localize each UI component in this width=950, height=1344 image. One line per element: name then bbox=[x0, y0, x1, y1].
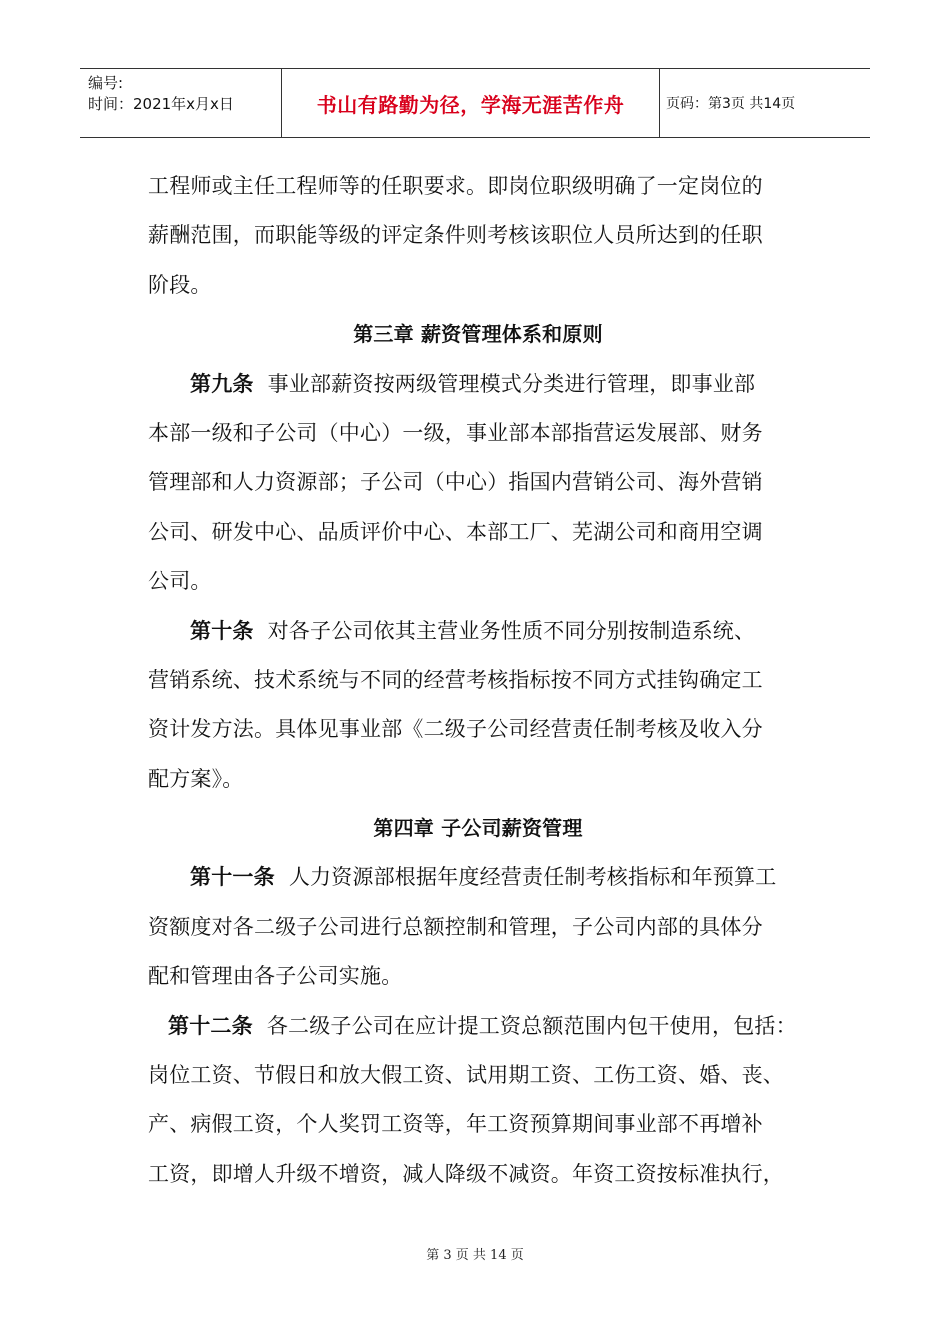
article-line bbox=[148, 853, 808, 902]
chapter-heading: 第三章 薪资管理体系和原则 bbox=[353, 322, 603, 347]
header-meta bbox=[80, 69, 282, 137]
paragraph-line: 工程师或主任工程师等的任职要求。即岗位职级明确了一定岗位的 bbox=[148, 174, 763, 198]
article-text: 事业部薪资按两级管理模式分类进行管理，即事业部 bbox=[267, 371, 756, 396]
chapter-heading: 第四章 子公司薪资管理 bbox=[373, 816, 583, 841]
paragraph-line: 公司、研发中心、品质评价中心、本部工厂、芜湖公司和商用空调 bbox=[148, 519, 763, 544]
paragraph-line: 管理部和人力资源部；子公司（中心）指国内营销公司、海外营销 bbox=[148, 470, 763, 495]
paragraph-line: 营销系统、技术系统与不同的经营考核指标按不同方式挂钩确定工 bbox=[148, 667, 763, 692]
article-number: 第十条 bbox=[190, 618, 254, 643]
article-line bbox=[148, 607, 808, 656]
paragraph-line: 工资，即增人升级不增资，减人降级不减资。年资工资按标准执行， bbox=[148, 1161, 784, 1186]
paragraph-line: 配方案》。 bbox=[148, 766, 244, 791]
article-line bbox=[148, 1002, 808, 1051]
header-motto: 书山有路勤为径，学海无涯苦作舟 bbox=[282, 69, 660, 137]
page-footer: 第 3 页 共 14 页 bbox=[426, 1248, 524, 1263]
paragraph-line: 岗位工资、节假日和放大假工资、试用期工资、工伤工资、婚、丧、 bbox=[148, 1063, 784, 1088]
article-text: 对各子公司依其主营业务性质不同分别按制造系统、 bbox=[267, 618, 756, 643]
paragraph-line: 本部一级和子公司（中心）一级，事业部本部指营运发展部、财务 bbox=[148, 420, 763, 445]
article-number: 第十一条 bbox=[190, 865, 275, 890]
article-text: 人力资源部根据年度经营责任制考核指标和年预算工 bbox=[288, 865, 777, 890]
paragraph-line: 资计发方法。具体见事业部《二级子公司经营责任制考核及收入分 bbox=[148, 717, 763, 742]
page-header bbox=[80, 68, 870, 138]
paragraph-line: 配和管理由各子公司实施。 bbox=[148, 964, 403, 989]
article-text: 各二级子公司在应计提工资总额范围内包干使用，包括： bbox=[266, 1013, 797, 1038]
paragraph-line: 薪酬范围，而职能等级的评定条件则考核该职位人员所达到的任职 bbox=[148, 223, 763, 248]
article-line bbox=[148, 360, 808, 409]
paragraph-line: 公司。 bbox=[148, 569, 212, 594]
article-number: 第九条 bbox=[190, 371, 254, 396]
paragraph-line: 产、病假工资，个人奖罚工资等，年工资预算期间事业部不再增补 bbox=[148, 1112, 763, 1137]
paragraph-line: 资额度对各二级子公司进行总额控制和管理，子公司内部的具体分 bbox=[148, 914, 763, 939]
document-body bbox=[148, 162, 808, 1199]
header-page-info: 页码：第3页 共14页 bbox=[666, 96, 796, 112]
article-number: 第十二条 bbox=[168, 1013, 253, 1038]
document-date-label: 时间：2021年x月x日 bbox=[88, 95, 234, 113]
paragraph-line: 阶段。 bbox=[148, 272, 212, 297]
document-number-label: 编号: bbox=[88, 74, 124, 92]
